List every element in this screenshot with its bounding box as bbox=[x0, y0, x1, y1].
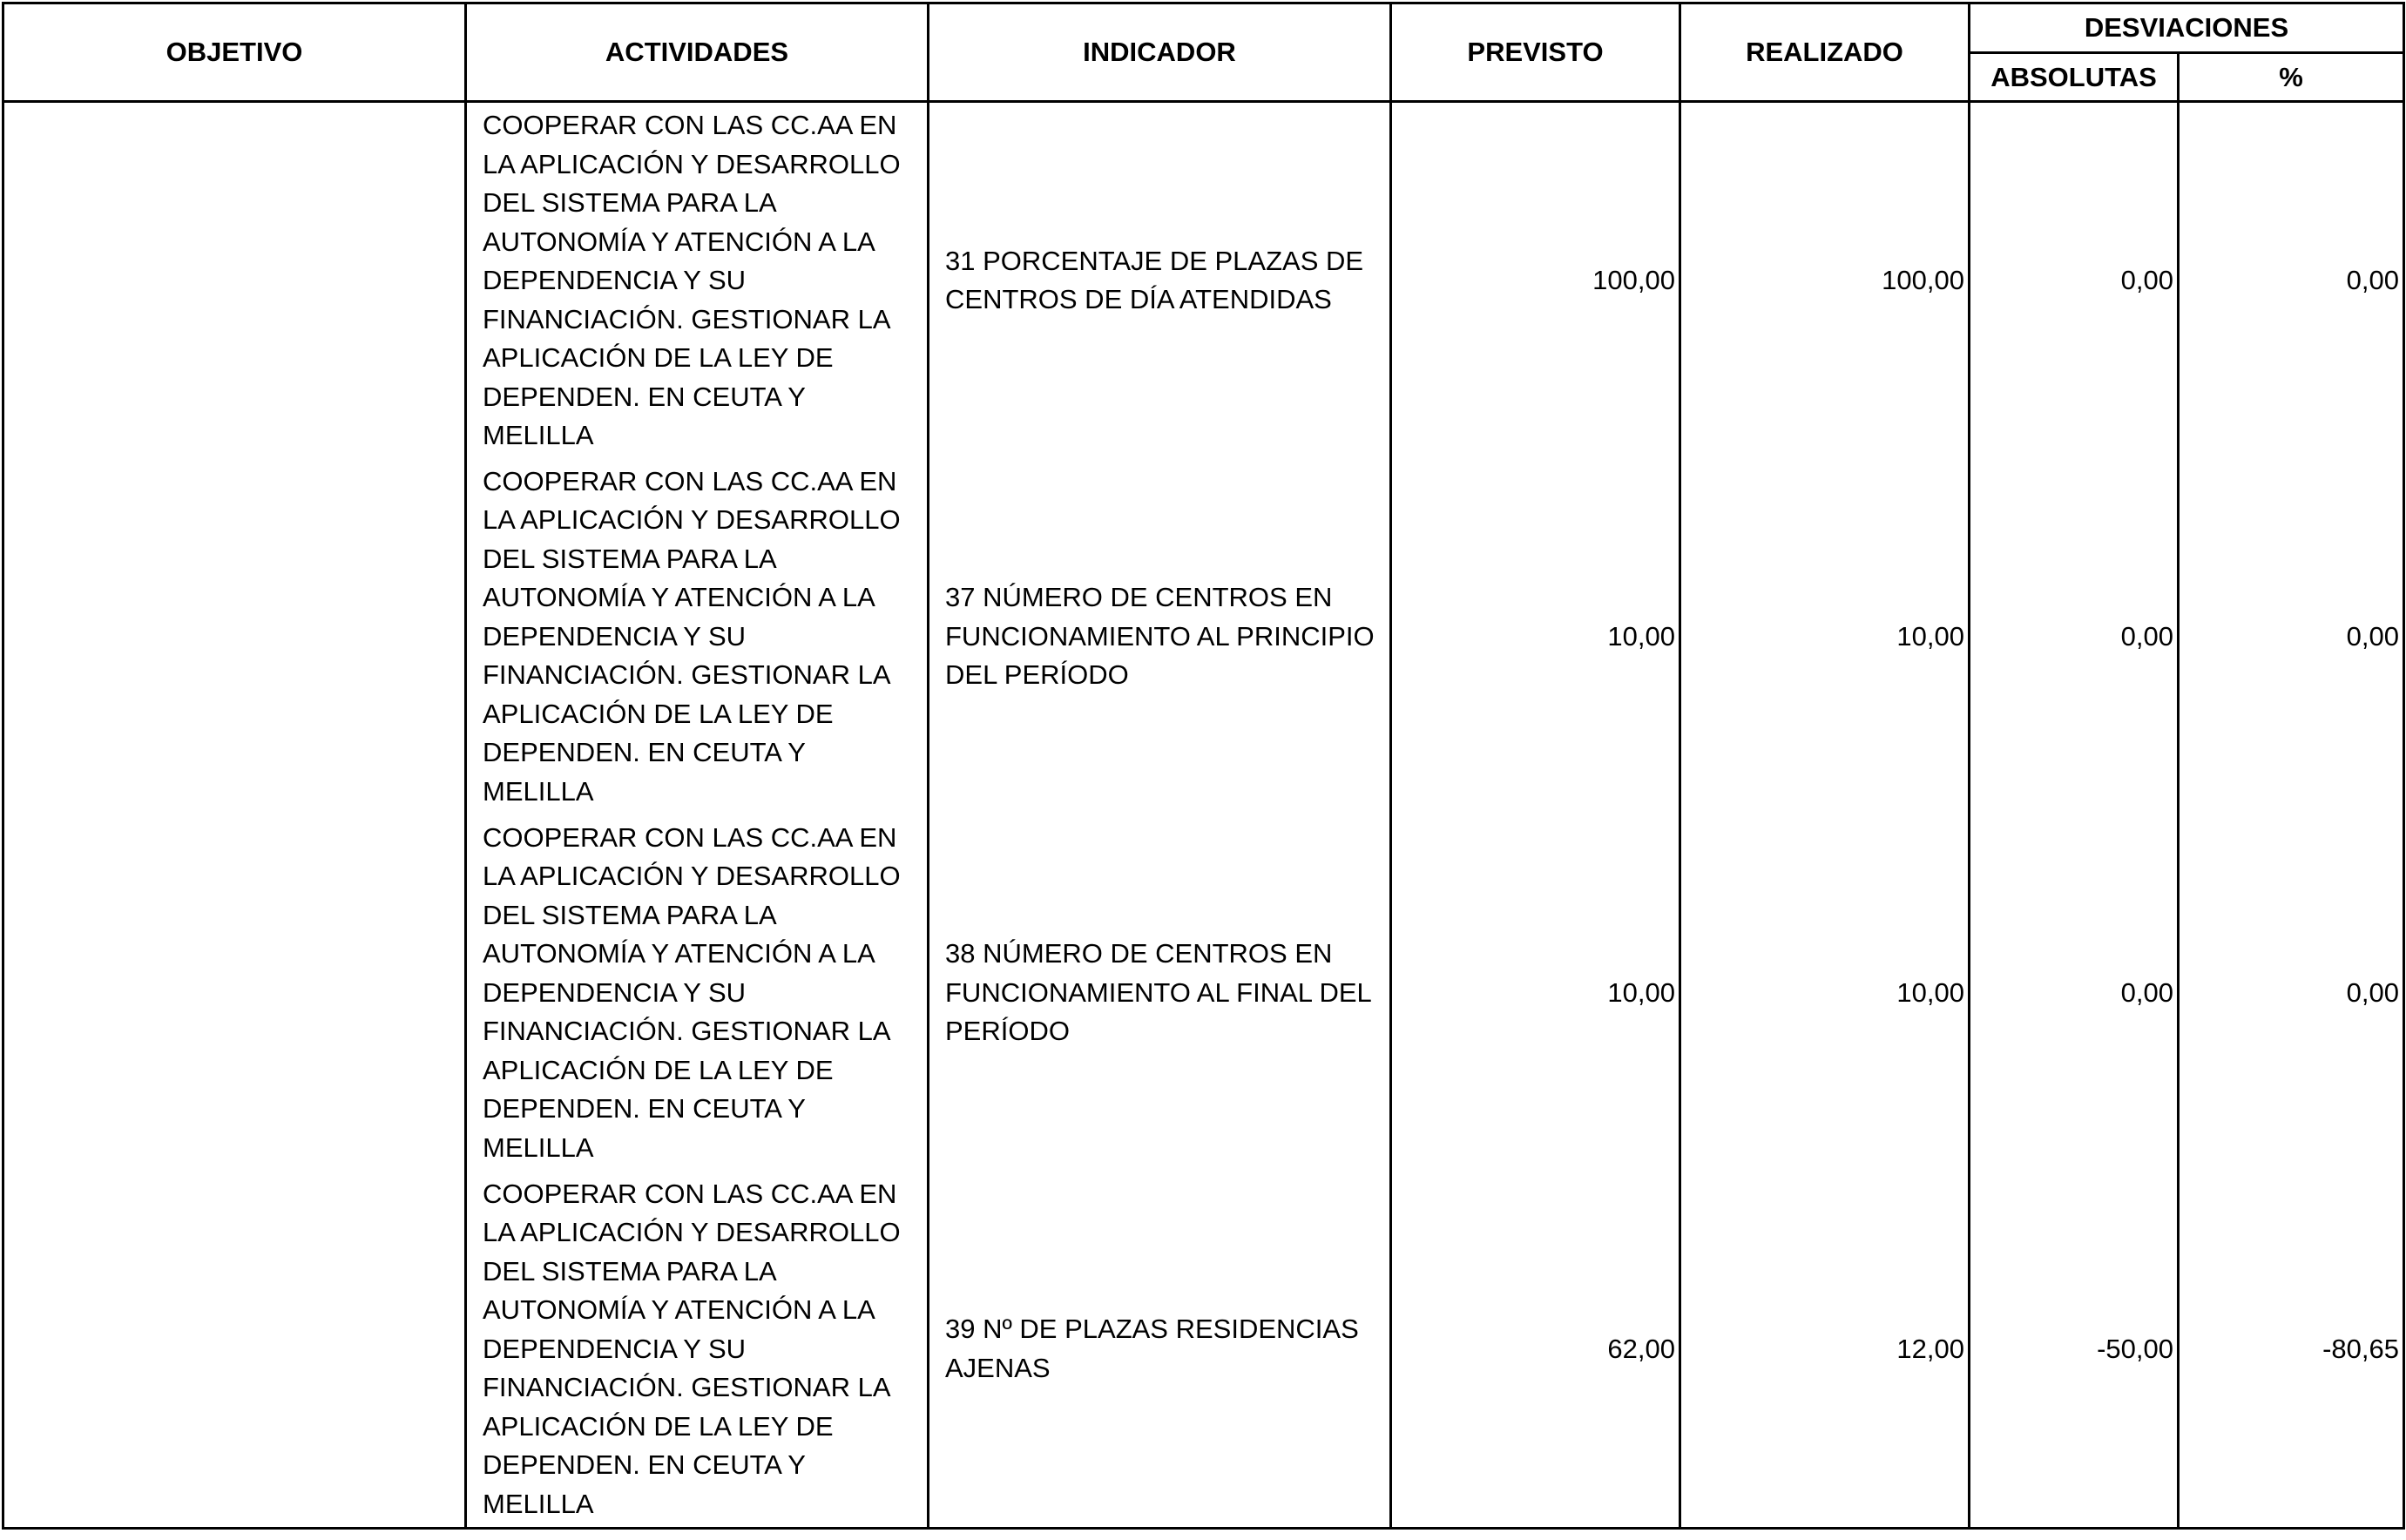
cell-realizado: 10,00 bbox=[1680, 815, 1970, 1172]
cell-realizado: 100,00 bbox=[1680, 102, 1970, 459]
indicators-table bbox=[2, 2, 2405, 1530]
header-objetivo: OBJETIVO bbox=[3, 3, 466, 102]
cell-porcentaje: 0,00 bbox=[2179, 815, 2404, 1172]
cell-actividad: COOPERAR CON LAS CC.AA EN LA APLICACIÓN Y DESARROLLO DEL SISTEMA PARA LA AUTONOMÍA Y ATENCIÓN A LA DEPENDENCIA Y SU FINANCIACIÓN. GESTIONAR LA APLICACIÓN DE LA LEY DE DEPENDEN. EN CEUTA Y MELILLA bbox=[466, 815, 929, 1172]
cell-previsto: 10,00 bbox=[1391, 815, 1680, 1172]
cell-realizado: 12,00 bbox=[1680, 1172, 1970, 1529]
cell-actividad: COOPERAR CON LAS CC.AA EN LA APLICACIÓN Y DESARROLLO DEL SISTEMA PARA LA AUTONOMÍA Y ATENCIÓN A LA DEPENDENCIA Y SU FINANCIACIÓN. GESTIONAR LA APLICACIÓN DE LA LEY DE DEPENDEN. EN CEUTA Y MELILLA bbox=[466, 102, 929, 459]
header-actividades: ACTIVIDADES bbox=[466, 3, 929, 102]
cell-objetivo bbox=[3, 1172, 466, 1529]
cell-indicador: 37 NÚMERO DE CENTROS EN FUNCIONAMIENTO AL PRINCIPIO DEL PERÍODO bbox=[929, 459, 1391, 815]
cell-absolutas: -50,00 bbox=[1970, 1172, 2179, 1529]
cell-previsto: 100,00 bbox=[1391, 102, 1680, 459]
cell-actividad: COOPERAR CON LAS CC.AA EN LA APLICACIÓN Y DESARROLLO DEL SISTEMA PARA LA AUTONOMÍA Y ATENCIÓN A LA DEPENDENCIA Y SU FINANCIACIÓN. GESTIONAR LA APLICACIÓN DE LA LEY DE DEPENDEN. EN CEUTA Y MELILLA bbox=[466, 459, 929, 815]
cell-actividad: COOPERAR CON LAS CC.AA EN LA APLICACIÓN Y DESARROLLO DEL SISTEMA PARA LA AUTONOMÍA Y ATENCIÓN A LA DEPENDENCIA Y SU FINANCIACIÓN. GESTIONAR LA APLICACIÓN DE LA LEY DE DEPENDEN. EN CEUTA Y MELILLA bbox=[466, 1172, 929, 1529]
header-porcentaje: % bbox=[2179, 53, 2404, 102]
cell-objetivo bbox=[3, 815, 466, 1172]
header-previsto: PREVISTO bbox=[1391, 3, 1680, 102]
cell-absolutas: 0,00 bbox=[1970, 102, 2179, 459]
table-row bbox=[3, 102, 2404, 459]
cell-indicador: 39 Nº DE PLAZAS RESIDENCIAS AJENAS bbox=[929, 1172, 1391, 1529]
cell-realizado: 10,00 bbox=[1680, 459, 1970, 815]
cell-absolutas: 0,00 bbox=[1970, 815, 2179, 1172]
table-row bbox=[3, 815, 2404, 1172]
cell-porcentaje: -80,65 bbox=[2179, 1172, 2404, 1529]
cell-previsto: 62,00 bbox=[1391, 1172, 1680, 1529]
cell-previsto: 10,00 bbox=[1391, 459, 1680, 815]
header-absolutas: ABSOLUTAS bbox=[1970, 53, 2179, 102]
header-indicador: INDICADOR bbox=[929, 3, 1391, 102]
header-realizado: REALIZADO bbox=[1680, 3, 1970, 102]
cell-indicador: 38 NÚMERO DE CENTROS EN FUNCIONAMIENTO AL FINAL DEL PERÍODO bbox=[929, 815, 1391, 1172]
table-row bbox=[3, 1172, 2404, 1529]
cell-porcentaje: 0,00 bbox=[2179, 102, 2404, 459]
cell-porcentaje: 0,00 bbox=[2179, 459, 2404, 815]
header-desviaciones: DESVIACIONES bbox=[1970, 3, 2404, 53]
table-row bbox=[3, 459, 2404, 815]
cell-objetivo bbox=[3, 102, 466, 459]
cell-objetivo bbox=[3, 459, 466, 815]
cell-indicador: 31 PORCENTAJE DE PLAZAS DE CENTROS DE DÍA ATENDIDAS bbox=[929, 102, 1391, 459]
cell-absolutas: 0,00 bbox=[1970, 459, 2179, 815]
